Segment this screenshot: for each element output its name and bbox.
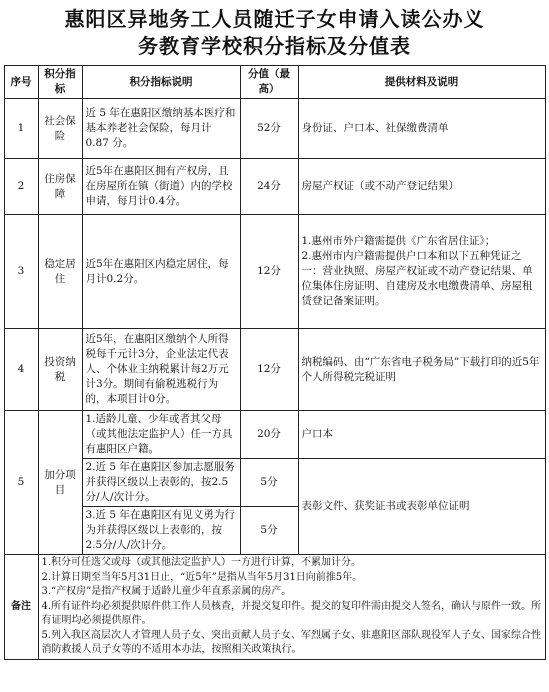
row-description: 3.近 5 年在惠阳区有见义勇为行为并获得区级以上表彰的，按2.5分/人/次计分。: [82, 507, 240, 555]
header-index: 序号: [4, 66, 38, 99]
note-line: 5.列入我区高层次人才管理人员子女、突出贡献人员子女、军烈属子女、驻惠阳区部队现役军人子女、国家综合性消防救援人员子女等的不适用本办法，按照相关政策执行。: [41, 629, 542, 655]
table-row: [4, 215, 545, 329]
row-index: 2: [4, 159, 38, 215]
row-index: 1: [4, 99, 38, 159]
title-line-1: 惠阳区异地务工人员随迁子女申请入读公办义: [64, 7, 485, 31]
title-line-2: 务教育学校积分指标及分值表: [138, 34, 411, 58]
note-line: 4.所有证件均必须提供原件供工作人员核查，并提交复印件。提交的复印件需由提交人签名，确认与原件一致。所有证明均必须提供原件。: [41, 600, 542, 626]
row-score: 20分: [240, 411, 298, 459]
row-materials: 表彰文件、获奖证书或表彰单位证明: [298, 459, 545, 555]
page-title: [0, 6, 549, 60]
row-description: 1.适龄儿童、少年或者其父母（或其他法定监护人）任一方具有惠阳区户籍。: [82, 411, 240, 459]
header-materials: 提供材料及说明: [298, 66, 545, 99]
row-index: 4: [4, 329, 38, 411]
table-row: [4, 411, 545, 459]
row-score: 5分: [240, 459, 298, 507]
row-index: 5: [4, 411, 38, 555]
row-materials: 身份证、户口本、社保缴费清单: [298, 99, 545, 159]
row-score: 52分: [240, 99, 298, 159]
header-row: [4, 66, 545, 99]
row-description: 2.近 5 年在惠阳区参加志愿服务并获得区级以上表彰的，按2.5分/人/次计分。: [82, 459, 240, 507]
row-score: 12分: [240, 215, 298, 329]
row-description: 近5年，在惠阳区缴纳个人所得税每千元计3分，企业法定代表人、个体业主纳税累计每2万元计3分。期间有偷税逃税行为的，本项目计0分。: [82, 329, 240, 411]
notes-row: [4, 555, 545, 660]
table-row: [4, 99, 545, 159]
row-indicator: 稳定居住: [38, 215, 82, 329]
table-row: [4, 159, 545, 215]
note-line: 2.计算日期至当年5月31日止，“近5年”是指从当年5月31日向前推5年。: [41, 571, 363, 583]
row-indicator: 投资纳税: [38, 329, 82, 411]
row-materials: 房屋产权证（或不动产登记结果）: [298, 159, 545, 215]
row-index: 3: [4, 215, 38, 329]
score-table: [4, 65, 546, 660]
notes-content: [38, 555, 545, 660]
row-description: 近5年在惠阳区拥有产权房，且在房屋所在镇（街道）内的学校申请，每月计0.4分。: [82, 159, 240, 215]
row-indicator: 加分项目: [38, 411, 82, 555]
row-description: 近 5 年在惠阳区缴纳基本医疗和基本养老社会保险，每月计 0.87 分。: [82, 99, 240, 159]
row-materials: 纳税编码、由“广东省电子税务局”下载打印的近5年个人所得税完税证明: [298, 329, 545, 411]
note-line: 1.积分可任选父或母（或其他法定监护人）一方进行计算，不累加计分。: [41, 557, 362, 568]
notes-label: 备注: [4, 555, 38, 660]
row-indicator: 住房保障: [38, 159, 82, 215]
row-materials: 户口本: [298, 411, 545, 459]
row-score: 5分: [240, 507, 298, 555]
header-description: 积分指标说明: [82, 66, 240, 99]
header-score: 分值（最高）: [240, 66, 298, 99]
note-line: 3.“产权房”是指产权属于适龄儿童少年直系亲属的房产。: [41, 586, 292, 597]
table-row: [4, 329, 545, 411]
row-score: 24分: [240, 159, 298, 215]
row-score: 12分: [240, 329, 298, 411]
row-description: 近5年在惠阳区内稳定居住，每月计0.2分。: [82, 215, 240, 329]
table-row: [4, 459, 545, 507]
header-indicator: 积分指标: [38, 66, 82, 99]
row-indicator: 社会保险: [38, 99, 82, 159]
row-materials: 1.惠州市外户籍需提供《广东省居住证》； 2.惠州市内户籍需提供户口本和以下五种凭证之一：营业执照、房屋产权证或不动产登记结果、单位集体住房证明、自建房及水电缴费清单、房屋租赁登记备案证明。: [298, 215, 545, 329]
